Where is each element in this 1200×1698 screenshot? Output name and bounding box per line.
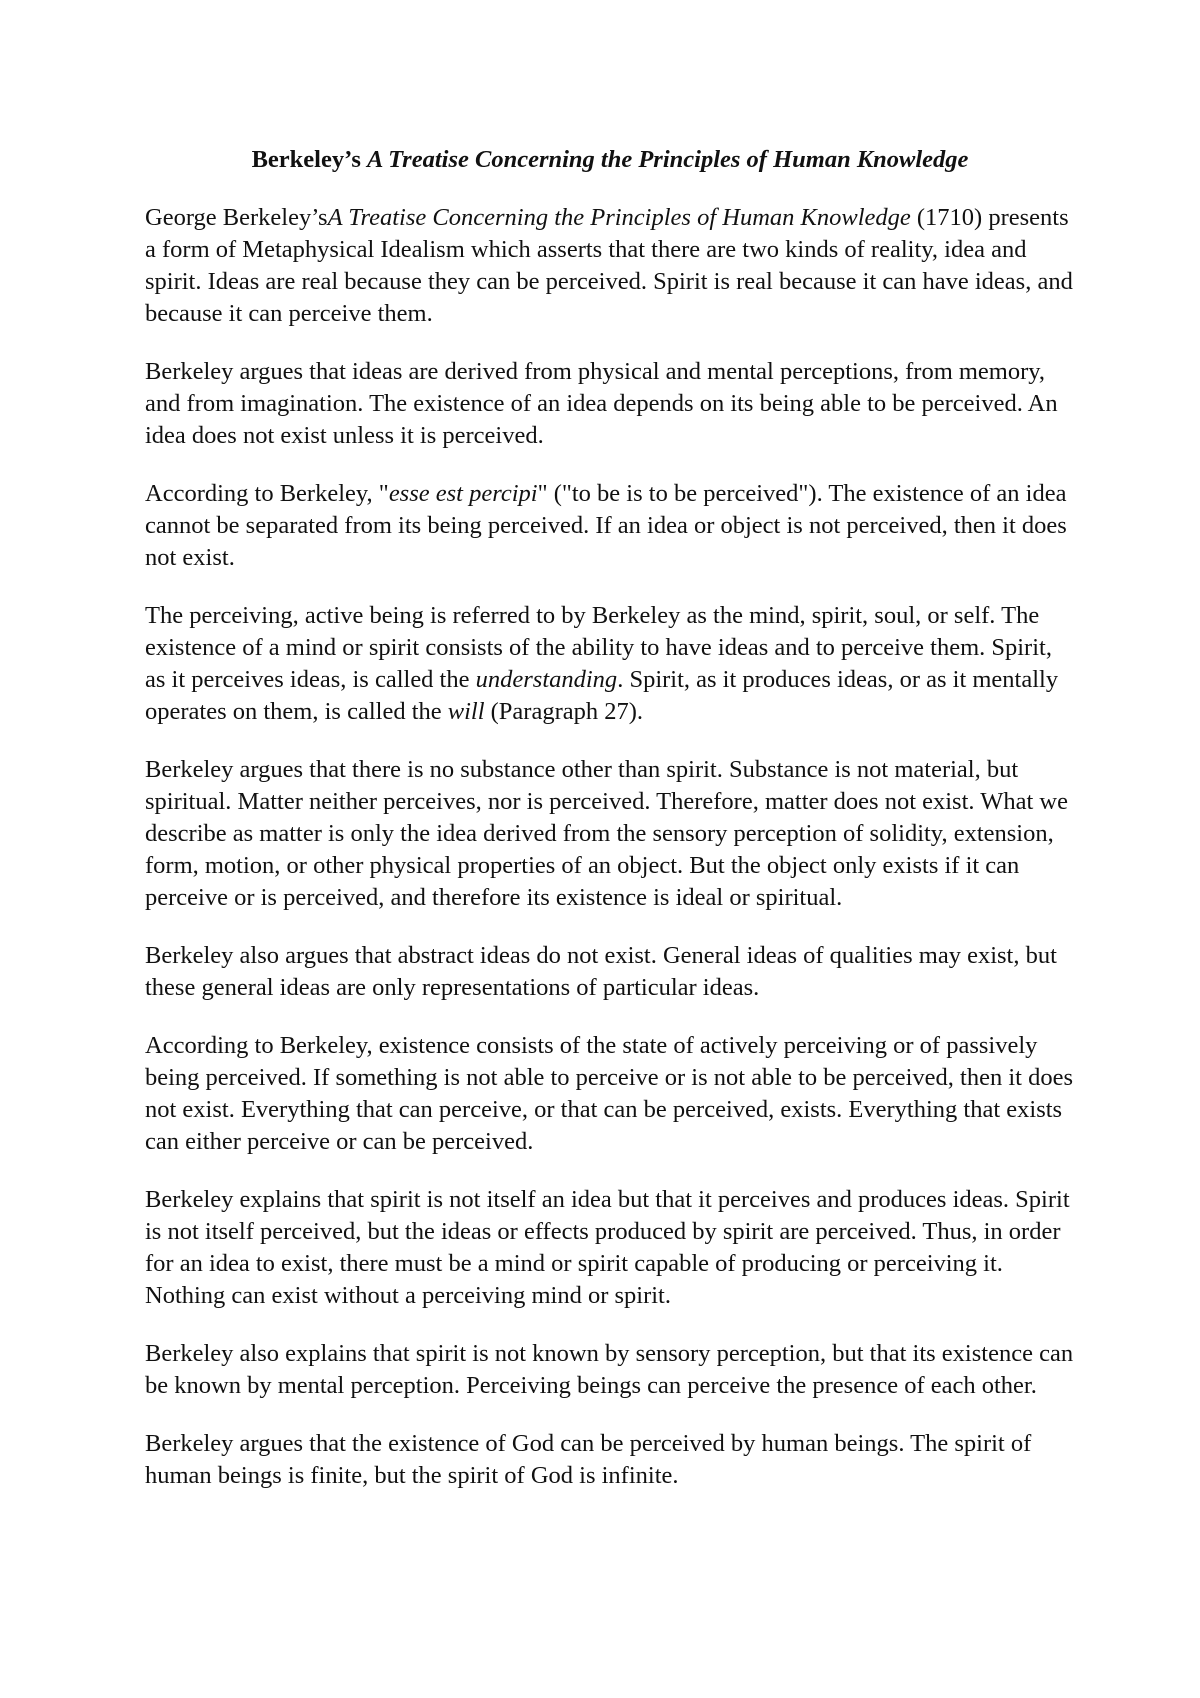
paragraph-italic-text: esse est percipi xyxy=(388,480,538,507)
document-title xyxy=(145,144,1075,176)
paragraph-text: Berkeley argues that ideas are derived from physical and mental perceptions, from memory, and from imagination. The existence of an idea depends on its being able to be perceived. An idea does not exist unless it is perceived. xyxy=(145,358,1058,449)
paragraph-text: Berkeley explains that spirit is not itself an idea but that it perceives and produces ideas. Spirit is not itself perceived, but the ideas or effects produced by spirit are perceived. Thus, in order for an idea to exist, there must be a mind or spirit capable of producing or perceiving it. Nothing can exist without a perceiving mind or spirit. xyxy=(145,1186,1070,1309)
paragraph-6 xyxy=(145,940,1075,1004)
paragraph-text: . Spirit, as it produces ideas, or as it mentally operates on them, is called the xyxy=(145,666,1059,725)
title-italic: A Treatise Concerning the Principles of Human Knowledge xyxy=(367,146,969,173)
paragraph-text: According to Berkeley, existence consists of the state of actively perceiving or of passively being perceived. If something is not able to perceive or is not able to be perceived, then it does not exist. Everything that can perceive, or that can be perceived, exists. Everything that exists can either perceive or can be perceived. xyxy=(145,1032,1073,1155)
paragraph-3 xyxy=(145,478,1075,574)
paragraph-italic-text: will xyxy=(447,698,485,725)
title-prefix: Berkeley’s xyxy=(251,146,367,173)
paragraph-text: The perceiving, active being is referred to by Berkeley as the mind, spirit, soul, or self. The existence of a mind or spirit consists of the ability to have ideas and to perceive them. Spirit, as it perceives ideas, is called the xyxy=(145,602,1052,693)
paragraph-2 xyxy=(145,356,1075,452)
paragraph-8 xyxy=(145,1184,1075,1312)
paragraph-text: Berkeley argues that the existence of God can be perceived by human beings. The spirit of human beings is finite, but the spirit of God is infinite. xyxy=(145,1430,1032,1489)
paragraph-text: " ("to be is to be perceived"). The existence of an idea cannot be separated from its being perceived. If an idea or object is not perceived, then it does not exist. xyxy=(145,480,1067,571)
paragraph-text: According to Berkeley, " xyxy=(145,480,389,507)
paragraph-italic-text: understanding xyxy=(475,666,618,693)
paragraph-text: (Paragraph 27). xyxy=(484,698,644,725)
paragraph-text: Berkeley argues that there is no substance other than spirit. Substance is not material, but spiritual. Matter neither perceives, nor is perceived. Therefore, matter does not exist. What we describe as matter is only the idea derived from the sensory perception of solidity, extension, form, motion, or other physical properties of an object. But the object only exists if it can perceive or is perceived, and therefore its existence is ideal or spiritual. xyxy=(145,756,1068,911)
paragraph-text: (1710) presents a form of Metaphysical Idealism which asserts that there are two kinds of reality, idea and spirit. Ideas are real because they can be perceived. Spirit is real because it can have ideas, and because it can perceive them. xyxy=(145,204,1073,327)
paragraph-4 xyxy=(145,600,1075,728)
paragraph-7 xyxy=(145,1030,1075,1158)
paragraph-text: Berkeley also argues that abstract ideas do not exist. General ideas of qualities may exist, but these general ideas are only representations of particular ideas. xyxy=(145,942,1057,1001)
paragraph-9 xyxy=(145,1338,1075,1402)
paragraph-1 xyxy=(145,202,1075,330)
document-body xyxy=(145,144,1075,1518)
paragraph-text: Berkeley also explains that spirit is not known by sensory perception, but that its existence can be known by mental perception. Perceiving beings can perceive the presence of each other. xyxy=(145,1340,1074,1399)
paragraph-5 xyxy=(145,754,1075,914)
paragraph-italic-text: A Treatise Concerning the Principles of Human Knowledge xyxy=(327,204,911,231)
paragraph-text: George Berkeley’s xyxy=(145,204,328,231)
paragraph-10 xyxy=(145,1428,1075,1492)
